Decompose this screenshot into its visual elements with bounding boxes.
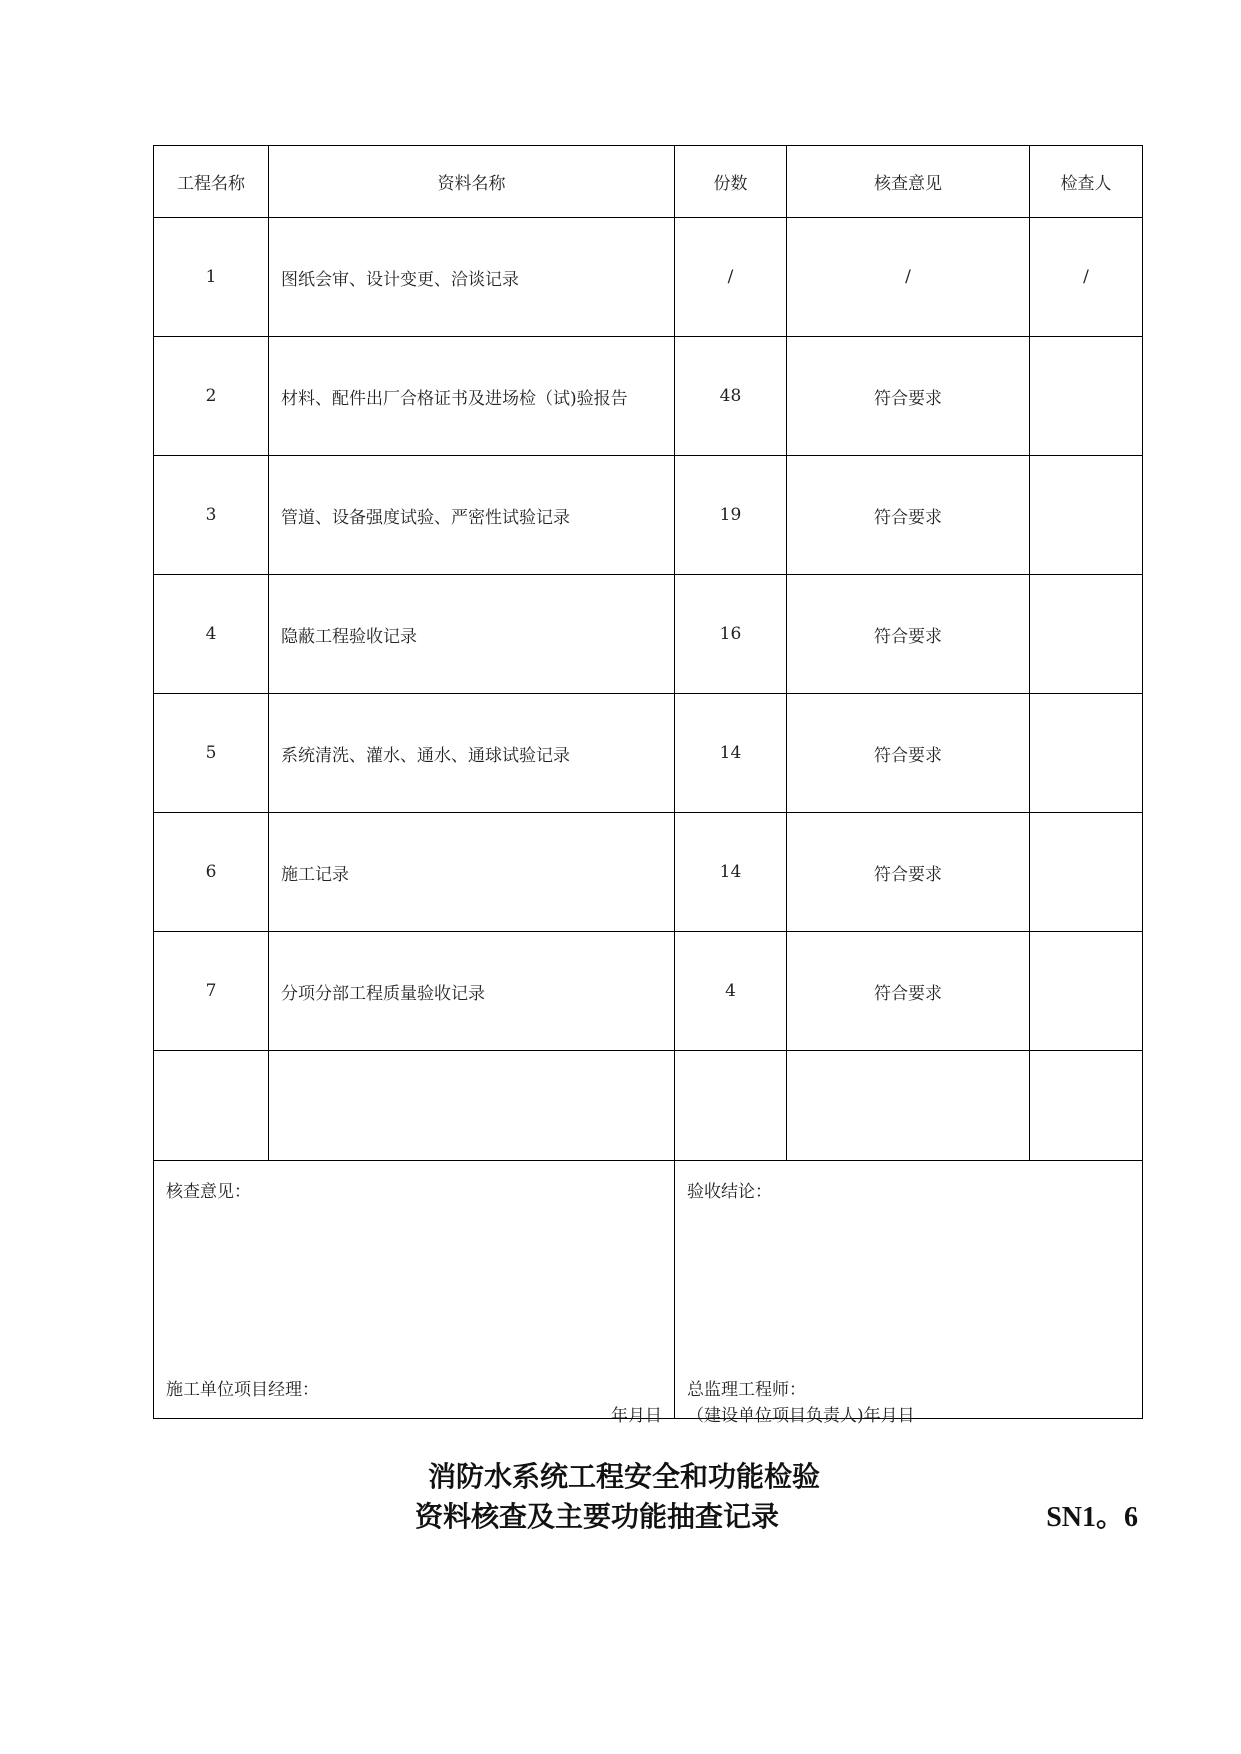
row-opinion: 符合要求 — [787, 932, 1030, 1051]
row-opinion: 符合要求 — [787, 575, 1030, 694]
row-copies: 14 — [675, 813, 787, 932]
review-opinion-label: 核查意见： — [166, 1182, 251, 1202]
contractor-manager-label: 施工单位项目经理： — [166, 1380, 319, 1400]
header-opinion: 核查意见 — [787, 146, 1030, 218]
chief-supervisor-label: 总监理工程师： — [687, 1380, 806, 1400]
table-row — [154, 932, 1143, 1051]
row-copies: 19 — [675, 456, 787, 575]
row-number: 6 — [154, 813, 269, 932]
header-copies: 份数 — [675, 146, 787, 218]
empty-cell — [787, 1051, 1030, 1161]
table-row — [154, 694, 1143, 813]
acceptance-conclusion-cell — [675, 1161, 1143, 1426]
row-opinion: 符合要求 — [787, 456, 1030, 575]
header-doc-name: 资料名称 — [269, 146, 675, 218]
contractor-date-label: 年月日 — [611, 1406, 662, 1426]
empty-cell — [675, 1051, 787, 1161]
document-title-block — [153, 1455, 1142, 1555]
row-copies: 16 — [675, 575, 787, 694]
row-opinion: / — [787, 218, 1030, 337]
document-title-line-1: 消防水系统工程安全和功能检验 — [428, 1460, 821, 1493]
row-opinion: 符合要求 — [787, 337, 1030, 456]
row-opinion: 符合要求 — [787, 694, 1030, 813]
empty-cell — [1030, 1051, 1143, 1161]
acceptance-conclusion-label: 验收结论： — [687, 1182, 772, 1202]
table-header-row — [154, 146, 1143, 218]
row-number: 2 — [154, 337, 269, 456]
row-doc-name: 材料、配件出厂合格证书及进场检（试)验报告 — [269, 337, 675, 456]
row-number: 7 — [154, 932, 269, 1051]
table-row — [154, 575, 1143, 694]
empty-cell — [269, 1051, 675, 1161]
row-number: 3 — [154, 456, 269, 575]
row-doc-name: 隐蔽工程验收记录 — [269, 575, 675, 694]
row-inspector — [1030, 932, 1143, 1051]
row-copies: 48 — [675, 337, 787, 456]
row-copies: / — [675, 218, 787, 337]
row-inspector: / — [1030, 218, 1143, 337]
row-copies: 4 — [675, 932, 787, 1051]
table-row-empty — [154, 1051, 1143, 1161]
row-doc-name: 图纸会审、设计变更、洽谈记录 — [269, 218, 675, 337]
row-inspector — [1030, 575, 1143, 694]
inspection-record-table — [153, 145, 1143, 1426]
row-inspector — [1030, 694, 1143, 813]
header-project-name: 工程名称 — [154, 146, 269, 218]
row-doc-name: 施工记录 — [269, 813, 675, 932]
owner-representative-date-label: （建设单位项目负责人)年月日 — [687, 1406, 915, 1426]
table-row — [154, 337, 1143, 456]
table-row — [154, 813, 1143, 932]
document-title-line-2: 资料核查及主要功能抽查记录 — [415, 1500, 780, 1533]
row-number: 1 — [154, 218, 269, 337]
row-doc-name: 管道、设备强度试验、严密性试验记录 — [269, 456, 675, 575]
review-opinion-cell — [154, 1161, 675, 1426]
table-row — [154, 218, 1143, 337]
row-inspector — [1030, 813, 1143, 932]
row-opinion: 符合要求 — [787, 813, 1030, 932]
empty-cell — [154, 1051, 269, 1161]
table-row — [154, 456, 1143, 575]
footer-row — [154, 1161, 1143, 1419]
row-number: 5 — [154, 694, 269, 813]
row-doc-name: 分项分部工程质量验收记录 — [269, 932, 675, 1051]
row-inspector — [1030, 337, 1143, 456]
form-code: SN1。6 — [1046, 1502, 1138, 1533]
header-inspector: 检查人 — [1030, 146, 1143, 218]
row-number: 4 — [154, 575, 269, 694]
row-copies: 14 — [675, 694, 787, 813]
row-doc-name: 系统清洗、灌水、通水、通球试验记录 — [269, 694, 675, 813]
row-inspector — [1030, 456, 1143, 575]
